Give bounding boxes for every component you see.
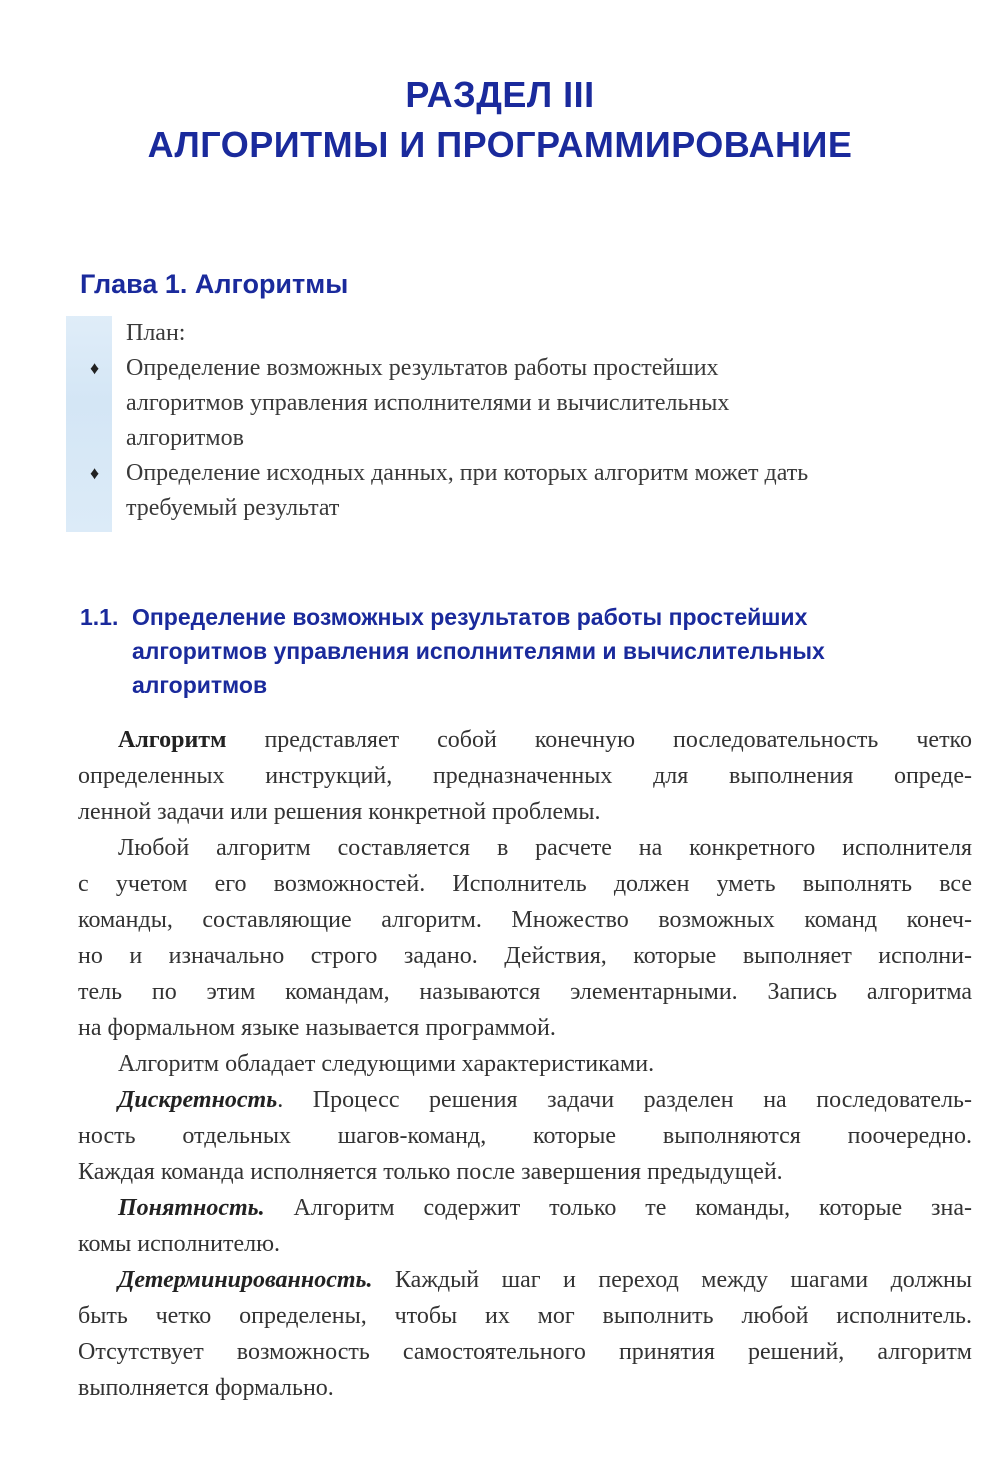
paragraph-line [78, 1082, 972, 1118]
plan-item-line: Определение возможных результатов работы простейших [126, 355, 719, 381]
subsection-title [80, 600, 980, 702]
plan-item-line: требуемый результат [126, 495, 340, 521]
term-algorithm: Алгоритм [118, 727, 227, 753]
paragraph-line: определенных инструкций, предназначенных для выполнения опреде- [78, 763, 972, 789]
paragraph-discreteness [78, 1082, 972, 1190]
paragraph-text: Алгоритм содержит только те команды, которые зна- [264, 1195, 972, 1221]
diamond-bullet-icon: ♦ [90, 358, 100, 378]
paragraph-line: выполняется формально. [78, 1375, 334, 1401]
paragraph-line [78, 1262, 972, 1298]
paragraph-line: Отсутствует возможность самостоятельного принятия решений, алгоритм [78, 1339, 972, 1365]
paragraph-determinism [78, 1262, 972, 1406]
plan-item-line: Определение исходных данных, при которых алгоритм может дать [126, 460, 809, 486]
paragraph-line: команды, составляющие алгоритм. Множество возможных команд конеч- [78, 907, 972, 933]
subsection-title-line: алгоритмов управления исполнителями и вычислительных [132, 638, 825, 664]
paragraph-line: ленной задачи или решения конкретной проблемы. [78, 799, 601, 825]
plan-item [90, 351, 966, 456]
paragraph-clarity [78, 1190, 972, 1262]
paragraph-algorithm-definition [78, 722, 972, 830]
section-header [0, 70, 1000, 170]
body-text [78, 722, 972, 1406]
paragraph-line [78, 1190, 972, 1226]
plan-item-line: алгоритмов [126, 425, 244, 451]
plan-box [66, 316, 966, 526]
term-discreteness: Дискретность [118, 1087, 278, 1113]
paragraph-text: Каждый шаг и переход между шагами должны [372, 1267, 972, 1293]
section-number: РАЗДЕЛ III [405, 74, 595, 115]
paragraph-text: . Процесс решения задачи разделен на последователь- [277, 1087, 972, 1113]
term-determinism: Детерминированность. [118, 1267, 373, 1293]
paragraph-line [78, 722, 972, 758]
paragraph-line: Любой алгоритм составляется в расчете на конкретного исполнителя [118, 835, 972, 861]
plan-list [90, 351, 966, 526]
paragraph-text: представляет собой конечную последовательность четко [226, 727, 972, 753]
subsection-title-line: Определение возможных результатов работы простейших [132, 604, 808, 630]
paragraph-line: Каждая команда исполняется только после завершения предыдущей. [78, 1159, 783, 1185]
paragraph-line: с учетом его возможностей. Исполнитель должен уметь выполнять все [78, 871, 972, 897]
subsection-title-line: алгоритмов [132, 672, 268, 698]
chapter-title: Глава 1. Алгоритмы [80, 269, 349, 299]
diamond-bullet-icon: ♦ [90, 463, 100, 483]
paragraph-line: на формальном языке называется программой. [78, 1015, 556, 1041]
subsection-number: 1.1. [80, 604, 119, 630]
paragraph-line: комы исполнителю. [78, 1231, 281, 1257]
term-clarity: Понятность. [118, 1195, 265, 1221]
paragraph-executor [78, 830, 972, 1046]
plan-content [66, 316, 966, 526]
paragraph-line: быть четко определены, чтобы их мог выполнить любой исполнитель. [78, 1303, 972, 1329]
paragraph-line: Алгоритм обладает следующими характеристиками. [118, 1051, 655, 1077]
section-title: АЛГОРИТМЫ И ПРОГРАММИРОВАНИЕ [147, 124, 853, 165]
paragraph-line: но и изначально строго задано. Действия, которые выполняет исполни- [78, 943, 972, 969]
paragraph-characteristics-intro [78, 1046, 972, 1082]
plan-item [90, 456, 966, 526]
plan-heading: План: [126, 320, 186, 346]
paragraph-line: тель по этим командам, называются элементарными. Запись алгоритма [78, 979, 972, 1005]
paragraph-line: ность отдельных шагов-команд, которые выполняются поочередно. [78, 1123, 972, 1149]
plan-item-line: алгоритмов управления исполнителями и вычислительных [126, 390, 730, 416]
